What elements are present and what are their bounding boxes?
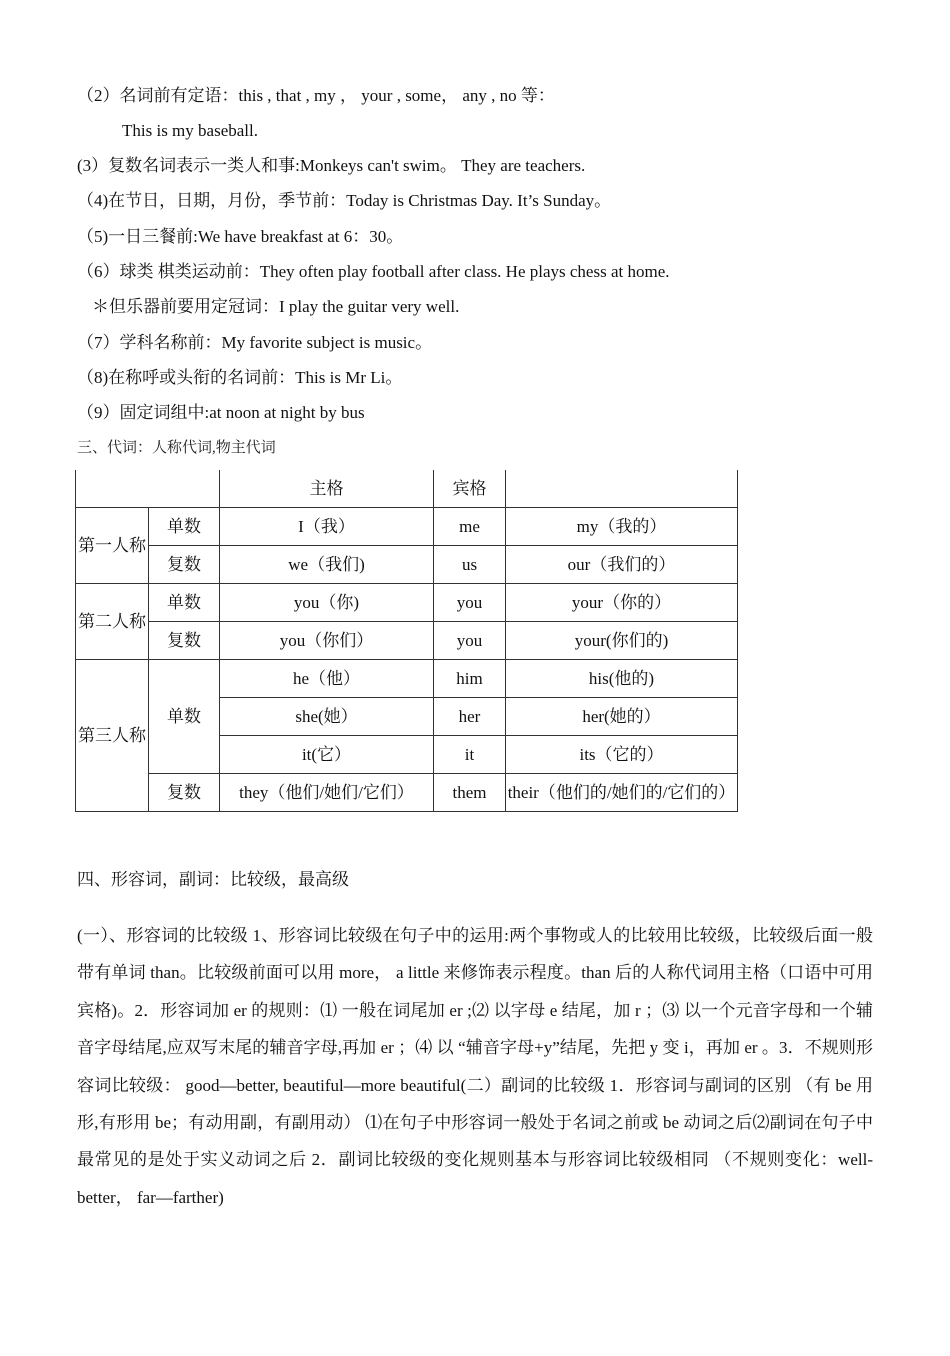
table-row [76, 660, 738, 698]
objective-cell: him [434, 660, 506, 698]
third-person-label: 第三人称 [76, 660, 149, 812]
objective-cell: it [434, 736, 506, 774]
possessive-cell: our（我们的） [506, 546, 738, 584]
number-label: 单数 [149, 508, 220, 546]
table-row [76, 546, 738, 584]
example-line: This is my baseball. [122, 121, 258, 140]
first-person-label: 第一人称 [76, 508, 149, 584]
rule-line-7: （7）学科名称前：My favorite subject is music。 [77, 333, 433, 352]
number-label: 复数 [149, 546, 220, 584]
number-label: 复数 [149, 774, 220, 812]
rule-line-6: （6）球类 棋类运动前：They often play football after class. He plays chess at home. [77, 262, 670, 281]
number-label: 复数 [149, 622, 220, 660]
table-row [76, 508, 738, 546]
objective-cell: you [434, 584, 506, 622]
number-label: 单数 [149, 584, 220, 622]
header-empty-cell [76, 470, 220, 508]
possessive-cell: your（你的） [506, 584, 738, 622]
possessive-cell: their（他们的/她们的/它们的） [506, 774, 738, 812]
rule-line-3: (3）复数名词表示一类人和事:Monkeys can't swim。 They are teachers. [77, 156, 586, 175]
objective-cell: me [434, 508, 506, 546]
rule-line-8: （8)在称呼或头衔的名词前：This is Mr Li。 [77, 368, 403, 387]
header-objective: 宾格 [434, 470, 506, 508]
nominative-cell: he（他） [220, 660, 434, 698]
possessive-cell: his(他的) [506, 660, 738, 698]
section-heading-pronouns: 三、代词：人称代词,物主代词 [77, 440, 276, 456]
nominative-cell: she(她） [220, 698, 434, 736]
table-row [76, 774, 738, 812]
comparative-paragraph: (一）、形容词的比较级 1、形容词比较级在句子中的运用:两个事物或人的比较用比较级，比较级后面一般带有单词 than。比较级前面可以用 more， a little 来修饰表示程度。than 后的人称代词用主格（口语中可用宾格)。2．形容词加 er 的规则：⑴ 一般在词尾加 er ;⑵ 以字母 e 结尾，加 r ；⑶ 以一个元音字母和一个辅音字母结尾,应双写末尾的辅音字母,再加 er ；⑷ 以 “辅音字母+y”结尾，先把 y 变 i，再加 er 。3．不规则形容词比较级： good—better, beautiful—more beautiful(二）副词的比较级 1．形容词与副词的区别 （有 be 用形,有形用 be；有动用副，有副用动） ⑴在句子中形容词一般处于名词之前或 be 动词之后⑵副词在句子中最常见的是处于实义动词之后 2．副词比较级的变化规则基本与形容词比较级相同 （不规则变化：well-better， far—farther) [77, 926, 873, 1207]
section-heading-adjectives: 四、形容词，副词：比较级，最高级 [77, 870, 349, 889]
header-nominative: 主格 [220, 470, 434, 508]
possessive-cell: your(你们的) [506, 622, 738, 660]
objective-cell: us [434, 546, 506, 584]
table-row [76, 622, 738, 660]
header-possessive-empty [506, 470, 738, 508]
possessive-cell: my（我的） [506, 508, 738, 546]
number-label: 单数 [149, 660, 220, 774]
rule-line-9: （9）固定词组中:at noon at night by bus [77, 403, 365, 422]
rule-line-4: （4)在节日，日期，月份，季节前：Today is Christmas Day. It’s Sunday。 [77, 191, 612, 210]
rule-line-note: ＊但乐器前要用定冠词：I play the guitar very well. [92, 297, 460, 316]
nominative-cell: they（他们/她们/它们） [220, 774, 434, 812]
pronoun-table [75, 470, 738, 812]
second-person-label: 第二人称 [76, 584, 149, 660]
table-header-row [76, 470, 738, 508]
objective-cell: you [434, 622, 506, 660]
possessive-cell: its（它的） [506, 736, 738, 774]
nominative-cell: you（你们） [220, 622, 434, 660]
rule-line-5: （5)一日三餐前:We have breakfast at 6：30。 [77, 227, 404, 246]
nominative-cell: I（我） [220, 508, 434, 546]
nominative-cell: we（我们) [220, 546, 434, 584]
objective-cell: them [434, 774, 506, 812]
table-row [76, 584, 738, 622]
nominative-cell: it(它） [220, 736, 434, 774]
possessive-cell: her(她的） [506, 698, 738, 736]
rule-line-2: （2）名词前有定语：this , that , my ， your , some， any , no 等： [77, 86, 555, 105]
nominative-cell: you（你) [220, 584, 434, 622]
objective-cell: her [434, 698, 506, 736]
